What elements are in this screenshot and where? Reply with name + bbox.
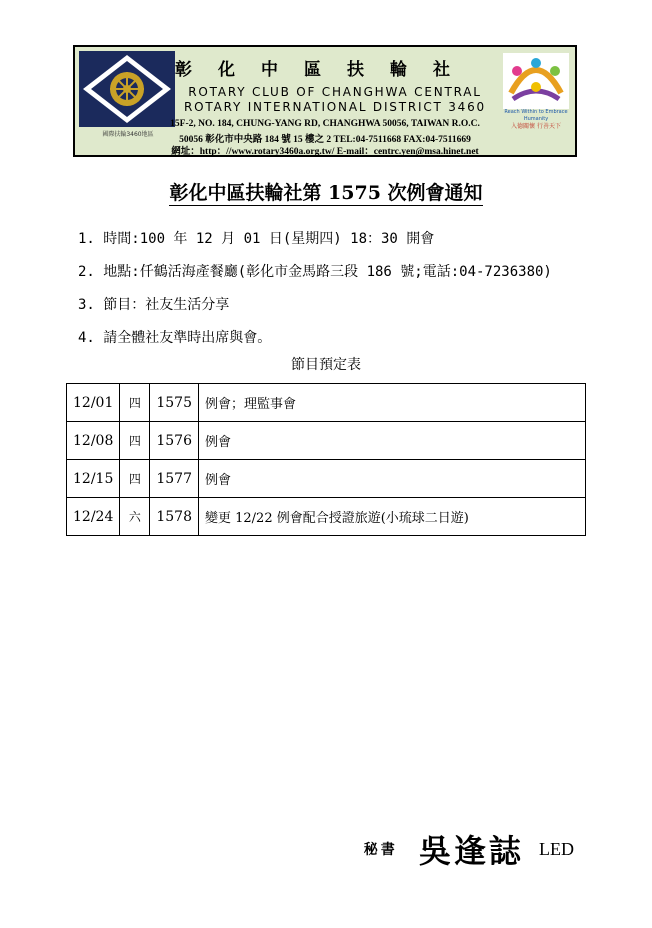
letterhead <box>73 45 577 157</box>
web-email: 網址：http：//www.rotary3460a.org.tw/ E-mail：centrc.yen@msa.hinet.net <box>171 147 479 157</box>
club-name-en: ROTARY CLUB OF CHANGHWA CENTRAL <box>188 85 482 99</box>
schedule-weekday: 四 <box>120 460 150 498</box>
notice-item-place: 2. 地點:仟鶴活海產餐廳(彰化市金馬路三段 186 號;電話:04-7236380) <box>78 264 552 280</box>
schedule-date: 12/01 <box>67 384 120 422</box>
schedule-meeting-no: 1578 <box>150 498 199 536</box>
signature-name: 吳逢誌 <box>418 832 524 870</box>
notice-title <box>0 178 652 205</box>
district-name: ROTARY INTERNATIONAL DISTRICT 3460 <box>184 100 486 114</box>
schedule-meeting-no: 1576 <box>150 422 199 460</box>
schedule-date: 12/24 <box>67 498 120 536</box>
table-row <box>67 460 586 498</box>
schedule-table <box>66 383 586 536</box>
schedule-date: 12/15 <box>67 460 120 498</box>
schedule-description: 例會 <box>199 460 586 498</box>
address-zh: 50056 彰化市中央路 184 號 15 樓之 2 TEL:04-7511668 FAX:04-7511669 <box>179 135 471 145</box>
schedule-meeting-no: 1575 <box>150 384 199 422</box>
club-name-zh: 彰化中區扶輪社 <box>175 60 476 80</box>
notice-item-attendance: 4. 請全體社友準時出席與會。 <box>78 330 272 346</box>
table-row <box>67 422 586 460</box>
notice-item-time: 1. 時間:100 年 12 月 01 日(星期四) 18：30 開會 <box>78 231 435 247</box>
address-en: 15F-2, NO. 184, CHUNG-YANG RD, CHANGHWA 50056, TAIWAN R.O.C. <box>170 119 480 129</box>
notice-title-text: 彰化中區扶輪社第 1575 次例會通知 <box>169 182 483 204</box>
signature-initials: LED <box>539 838 574 859</box>
theme-logo-figures-icon <box>503 53 569 109</box>
schedule-date: 12/08 <box>67 422 120 460</box>
schedule-meeting-no: 1577 <box>150 460 199 498</box>
schedule-description: 變更 12/22 例會配合授證旅遊(小琉球二日遊) <box>199 498 586 536</box>
schedule-weekday: 六 <box>120 498 150 536</box>
signature-block <box>364 826 574 872</box>
schedule-description: 例會 <box>199 422 586 460</box>
schedule-weekday: 四 <box>120 422 150 460</box>
table-row <box>67 384 586 422</box>
rotary-wheel-emblem-icon <box>79 51 175 127</box>
theme-caption-zh: 入德關懷 行善天下 <box>511 123 561 130</box>
emblem-caption: 國際扶輪3460地區 <box>102 131 154 138</box>
schedule-weekday: 四 <box>120 384 150 422</box>
signature-role: 秘書 <box>363 842 398 858</box>
schedule-description: 例會；理監事會 <box>199 384 586 422</box>
table-row <box>67 498 586 536</box>
schedule-caption: 節目預定表 <box>291 357 361 373</box>
theme-caption-en: Reach Within to Embrace Humanity <box>504 109 568 122</box>
notice-item-program: 3. 節目：社友生活分享 <box>78 297 230 313</box>
